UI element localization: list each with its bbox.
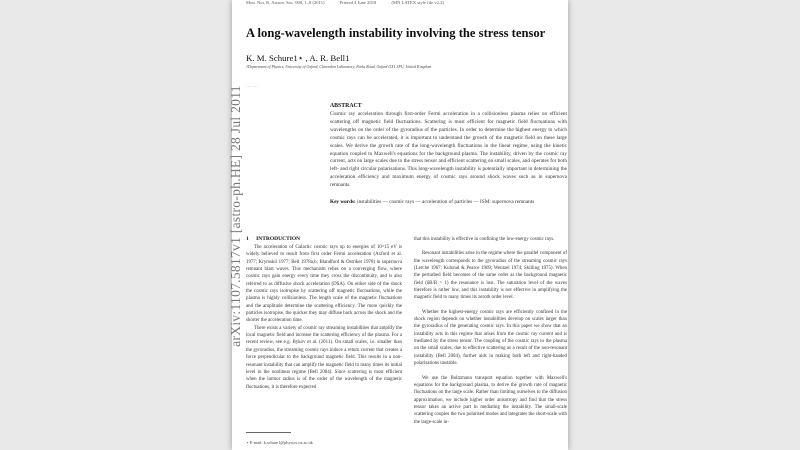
paper-title: A long-wavelength instability involving the stress tensor: [246, 26, 546, 40]
keywords: [330, 199, 567, 207]
paragraph-gap: [414, 302, 567, 309]
author-list: K. M. Schure1⋆ , A. R. Bell1: [246, 53, 350, 63]
keywords-label: Key words:: [330, 199, 356, 205]
left-column: [246, 244, 402, 391]
paragraph: Whether the highest-energy cosmic rays are efficiently confined in the shock region depends on whether instabilities develop on scales larger than the gyroradius of the generating cosmic rays. In this paper we show that an instability acts in this regime that arises from the cosmic ray current and is mediated by the stress tensor. The coupling of the cosmic rays to the plasma on the small scales, due to effective scattering as a result of the non-resonant instability (Bell 2004), further aids in making both left and right-handed polarisations unstable.: [414, 309, 567, 367]
style-file: (MN LATEX style file v2.2): [391, 0, 444, 5]
paragraph: We use the Boltzmann transport equation together with Maxwell's equations for the background plasma, to derive the growth rate of magnetic fluctuations on the large scale. Rather than limiting ourselves to the diffusion approximation, we include higher order anisotropy and find that the stress tensor takes an active part in mediating the instability. The small-scale scattering couples the two polarised modes and integrates the short-scale with the large-scale in-: [414, 375, 567, 425]
paper-page: [232, 0, 568, 450]
footnote-rule: [246, 432, 291, 433]
paragraph: There exists a variety of cosmic ray streaming instabilities that amplify the local magnetic field and increase the scattering efficiency of the plasma. For a recent review, see e.g. Bykov et al. (2011). On small scales, i.e. smaller than the gyroradius, the streaming cosmic rays induce a return current that creates a force perpendicular to the background magnetic field. This results in a non-resonant instability that can amplify the magnetic field to many times its initial level in the nonlinear regime (Bell 2004). Since scattering is most efficient when the larmor radius is of the order of the wavelength of the magnetic fluctuations, it is therefore expected: [246, 325, 402, 390]
affiliation: 1Department of Physics, University of Oxford, Clarendon Laboratory, Parks Road, Oxford OX1 3PU, United Kingdom: [246, 65, 432, 69]
dots-separator: ......: [246, 84, 260, 89]
paragraph: Resonant instabilities arise in the regime where the parallel component of the wavelength corresponds to the gyroradius of the streaming cosmic rays (Lerche 1967; Kulsrud & Pearce 1969; Wentzel 1974; Skilling 1975). When the perturbed field becomes of the same order as the background magnetic field (δB/B > 1) the resonance is lost. The saturation level of the waves therefore is rather low, and this instability is not effective in amplifying the magnetic field to many times its zeroth order level.: [414, 251, 567, 301]
section-title: INTRODUCTION: [256, 236, 301, 242]
right-column: [414, 236, 567, 426]
keywords-text: instabilities — cosmic rays — acceleration of particles — ISM: supernova remnants: [357, 199, 535, 205]
arxiv-identifier: arXiv:1107.5817v1 [astro-ph.HE] 28 Jul 2011: [228, 85, 243, 347]
paragraph: that this instability is effective in confining the low-energy cosmic rays.: [414, 237, 555, 242]
footnote: ⋆ E-mail: k.schure1@physics.ox.ac.uk: [246, 440, 313, 445]
paragraph: The acceleration of Galactic cosmic rays up to energies of 10^15 eV is widely believed to result from first order Fermi acceleration (Axford et al. 1977; Krymskii 1977; Bell 1978a,b; Blandford & Ostriker 1978) in supernova remnant blast waves. This mechanism relies on a converging flow, where cosmic rays gain energy every time they cross the discontinuity, and is also referred to as diffusive shock acceleration (DSA). On either side of the shock the cosmic rays isotropise by scattering off magnetic fluctuations, while the plasma is highly collisionless. The length scale of the magnetic fluctuations and the amplitude determine the scattering efficiency. The more quickly the particles isotropise, the quicker they may diffuse back across the shock and the shorter the acceleration time.: [246, 245, 402, 324]
journal-citation: Mon. Not. R. Astron. Soc. 000, 1–8 (2011): [246, 0, 325, 5]
paragraph-gap: [414, 243, 567, 250]
section-number: 1: [246, 236, 249, 242]
abstract-text: Cosmic ray acceleration through first-order Fermi acceleration in a collisionless plasma relies on efficient scattering off magnetic field fluctuations. Scattering is most efficient for magnetic field fluctuations with wavelengths on the order of the gyroradius of the particles. In order to determine the highest energy to which cosmic rays can be accelerated, it is important to understand the growth of the magnetic field on these large scales. We derive the growth rate of the long-wavelength fluctuations in the linear regime, using the kinetic equation coupled to Maxwell's equations for the background plasma. The instability, driven by the cosmic ray current, acts on large scales due to the stress tensor and efficient scattering on small scales, and operates for both left- and right circular polarisations. This long-wavelength instability is potentially important in determining the acceleration efficiency and maximum energy of cosmic rays around shock waves such as in supernova remnants.: [330, 111, 567, 189]
running-header: [246, 0, 566, 5]
section-heading: [246, 236, 306, 242]
printed-date: Printed 4 June 2018: [339, 0, 377, 5]
abstract-heading: ABSTRACT: [330, 103, 362, 109]
paragraph-gap: [414, 368, 567, 375]
